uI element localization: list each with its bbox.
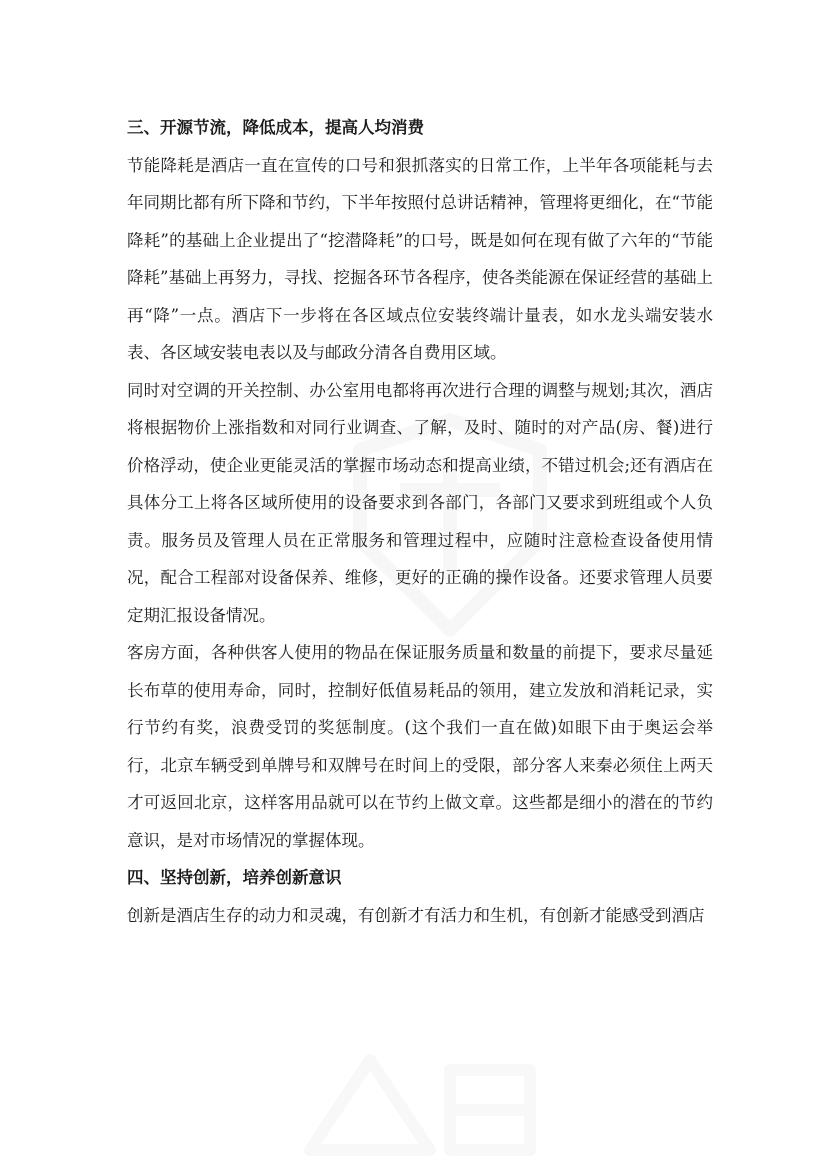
- paragraph-energy-saving: 节能降耗是酒店一直在宣传的口号和狠抓落实的日常工作，上半年各项能耗与去年同期比都有所下降和节约，下半年按照付总讲话精神，管理将更细化，在“节能降耗”的基础上企业提出了“挖潜降耗”的口号，既是如何在现有做了六年的“节能降耗”基础上再努力，寻找、挖掘各环节各程序，使各类能源在保证经营的基础上再“降”一点。酒店下一步将在各区域点位安装终端计量表，如水龙头端安装水表、各区域安装电表以及与邮政分清各自费用区域。: [127, 155, 713, 362]
- paragraph-room-supplies: 客房方面，各种供客人使用的物品在保证服务质量和数量的前提下，要求尽量延长布草的使用寿命，同时，控制好低值易耗品的领用，建立发放和消耗记录，实行节约有奖，浪费受罚的奖惩制度。(这个我们一直在做)如眼下由于奥运会举行，北京车辆受到单牌号和双牌号在时间上的受限，部分客人来秦必须住上两天才可返回北京，这样客用品就可以在节约上做文章。这些都是细小的潜在的节约意识，是对市场情况的掌握体现。: [127, 643, 713, 850]
- watermark-graphic-bottom: [290, 1030, 550, 1170]
- paragraph-equipment-management: 同时对空调的开关控制、办公室用电都将再次进行合理的调整与规划;其次，酒店将根据物价上涨指数和对同行业调查、了解，及时、随时的对产品(房、餐)进行价格浮动，使企业更能灵活的掌握市场动态和提高业绩，不错过机会;还有酒店在具体分工上将各区域所使用的设备要求到各部门，各部门又要求到班组或个人负责。服务员及管理人员在正常服务和管理过程中，应随时注意检查设备使用情况，配合工程部对设备保养、维修，更好的正确的操作设备。还要求管理人员要定期汇报设备情况。: [127, 380, 713, 625]
- section-heading-innovation: 四、坚持创新，培养创新意识: [127, 868, 342, 887]
- section-heading-cost-reduction: 三、开源节流，降低成本，提高人均消费: [127, 118, 424, 137]
- document-body: [127, 109, 713, 934]
- paragraph-innovation: 创新是酒店生存的动力和灵魂，有创新才有活力和生机，有创新才能感受到酒店: [127, 905, 705, 925]
